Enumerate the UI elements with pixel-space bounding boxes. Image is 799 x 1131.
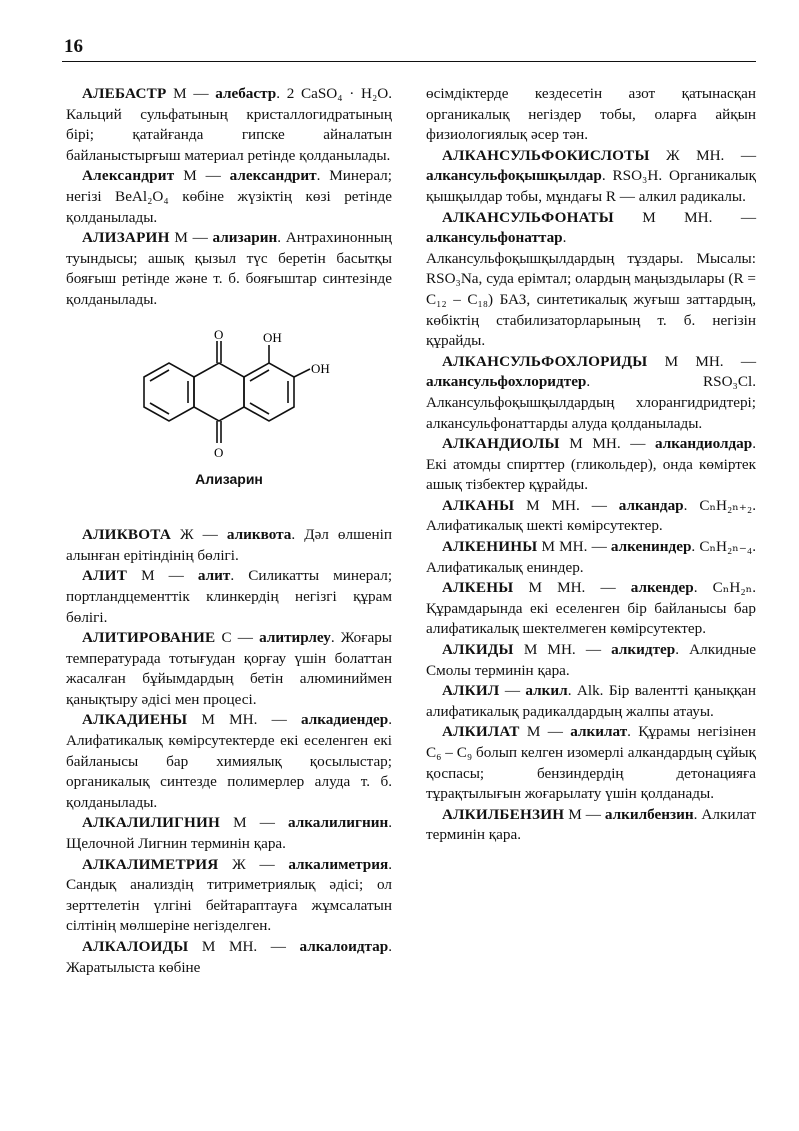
entry-translation: алитирлеу: [259, 629, 331, 647]
o-bottom-label: O: [214, 444, 224, 460]
entry-definition: Құрамы негізінен C₆ – C₉ болып келген изомерлі алкандардың сұйық қоспасы; бензиндердің детонацияға тұрақтылығын жоғарылату үшін қолданады.: [426, 723, 756, 803]
oh-right-bond: [294, 369, 310, 377]
entry-definition: Жоғары температурада тотығудан қорғау үшін болаттан жасалған бұйымдардың бетін алюминиймен қанықтыру әдісі мен процесі.: [66, 629, 392, 708]
entry-gender: Ж: [232, 855, 246, 873]
entry-definition: Алкидные Смолы терминін қара.: [426, 641, 757, 679]
entry-gender: М МН.: [201, 711, 258, 729]
entry-translation: алкалиметрия: [288, 855, 389, 873]
entry-definition: Щелочной Лигнин терминін қара.: [66, 835, 286, 853]
dictionary-entry: АЛИТИРОВАНИЕ С — алитирлеу. Жоғары температурада тотығудан қорғау үшін болаттан жасалған бұйымдардың бетін алюминиймен қанықтыру әдісі мен процесі.: [66, 629, 392, 708]
entry-gender: М: [568, 805, 582, 823]
entry-translation: алкансульфоқышқылдар: [426, 167, 602, 185]
entry-translation: алкендер: [630, 579, 694, 597]
entry-headword: АЛКАЛИЛИГНИН: [82, 814, 221, 832]
oh-top-label: OH: [263, 329, 282, 345]
entry-definition: Екі атомды спирттер (гликольдер), онда көміртек ашық тізбектер құрайды.: [426, 455, 756, 494]
entry-gender: М МН.: [201, 938, 258, 955]
dictionary-entry: АЛЕБАСТР М — алебастр. 2 CaSO₄ · H₂O. Кальций сульфатының кристаллогидратының бірі; қатайғанда гипске айналатын байланыстырғыш материал ретінде қолданылады.: [66, 85, 393, 164]
entry-definition: Дәл өлшеніп алынған ерітіндінің бөлігі.: [66, 526, 392, 564]
entry-translation: алкилбензин: [604, 805, 694, 823]
dictionary-entry: АЛКАНСУЛЬФОХЛОРИДЫ М МН. — алкансульфохлоридтер. RSO₃Cl. Алкансульфоқышқылдардың хлорангидридтері; алкансульфонаттарды алуда қолданылады.: [426, 352, 757, 432]
alizarin-structure-diagram: [124, 325, 334, 465]
entry-translation: ализарин: [212, 229, 278, 247]
entry-translation: алкадиендер: [301, 711, 389, 729]
entry-definition: Минерал; негізі BeAl₂O₄ көбіне жүзіктің көзі ретінде қолданылады.: [66, 167, 392, 226]
entry-headword: АЛКЕНИНЫ: [442, 538, 538, 556]
entry-gender: М: [526, 723, 541, 741]
entry-translation: алебастр: [215, 85, 277, 102]
entry-definition: Алкансульфоқышқылдардың тұздары. Мысалы: RSO₃Na, суда ерімтал; олардың маңыздылары (R = C₁₂ – C₁₈) БАЗ, синтетикалық жуғыш заттардың, көбіктің стабилизаторларының т. б. негізін құрайды.: [426, 249, 756, 350]
entry-definition: CₙH₂ₙ₋₄. Алифатикалық ениндер.: [426, 538, 756, 576]
entry-gender: Ж МН.: [666, 146, 725, 164]
dictionary-entry: АЛКИЛАТ М — алкилат. Құрамы негізінен C₆ – C₉ болып келген изомерлі алкандардың сұйық қоспасы; бензиндердің детонацияға тұрақтылығын жоғарылату үшін қолданады.: [426, 723, 756, 803]
entry-translation: александрит: [229, 167, 317, 185]
dictionary-entry: АЛКАНСУЛЬФОКИСЛОТЫ Ж МН. — алкансульфоқышқылдар. RSO₃H. Органикалық қышқылдар тобы, мұндағы R — алкил радикалы.: [426, 146, 756, 205]
entry-headword: АЛИТИРОВАНИЕ: [82, 629, 216, 647]
entry-headword: АЛКАЛИМЕТРИЯ: [82, 855, 219, 873]
entry-definition: RSO₃H. Органикалық қышқылдар тобы, мұндағы R — алкил радикалы.: [426, 167, 756, 205]
dictionary-entry: АЛКАДИЕНЫ М МН. — алкадиендер. Алифатикалық көмірсутектерде екі еселенген екі байланысы бар химиялық қосылыстар; органикалық синтезде полимерлер алуда т. б. қолданылады.: [66, 711, 392, 811]
entry-translation: алкениндер: [610, 538, 692, 556]
dictionary-entry: АЛКАЛИМЕТРИЯ Ж — алкалиметрия. Сандық анализдің титриметриялық әдісі; ол зерттелетін үлгіні бейтараптауға жұмсалатын сілтінің мөлшеріне негізделген.: [66, 855, 393, 935]
quinone-ring: [194, 363, 244, 421]
entry-headword: АЛКИЛ: [442, 682, 500, 700]
entry-translation: алкансульфохлоридтер: [426, 373, 587, 391]
entry-gender: М МН.: [526, 496, 580, 514]
entry-gender: Ж: [180, 526, 194, 544]
entry-definition: Alk. Бір валентті қаныққан алифатикалық радикалдардың жалпы атауы.: [426, 682, 757, 720]
dictionary-entry: АЛКАНСУЛЬФОНАТЫ М МН. — алкансульфонаттар. Алкансульфоқышқылдардың тұздары. Мысалы: RSO₃Na, суда ерімтал; олардың маңыздылары (R = C₁₂ – C₁₈) БАЗ, синтетикалық жуғыш заттардың, көбіктің стабилизаторларының т. б. негізін құрайды.: [426, 208, 757, 350]
entry-definition: Алифатикалық көмірсутектерде екі еселенген екі байланысы бар химиялық қосылыстар; органикалық синтезде полимерлер алуда т. б. қолданылады.: [66, 732, 392, 811]
dictionary-entry: АЛКИДЫ М МН. — алкидтер. Алкидные Смолы терминін қара.: [426, 641, 757, 679]
entry-headword: АЛКАНЫ: [442, 496, 515, 514]
entry-gender: М: [183, 167, 197, 185]
right-benzene-ring: [244, 363, 294, 421]
right-column: [426, 84, 756, 846]
entry-gender: М МН.: [569, 435, 621, 453]
entry-headword: АЛКИЛАТ: [442, 723, 520, 741]
entry-gender: М МН.: [541, 538, 588, 556]
dictionary-entry: АЛКАНДИОЛЫ М МН. — алкандиолдар. Екі атомды спирттер (гликольдер), онда көміртек ашық тізбектер құрайды.: [426, 435, 757, 494]
left-column: [66, 84, 392, 978]
entry-gender: М: [173, 85, 187, 102]
dictionary-entry: Александрит М — александрит. Минерал; негізі BeAl₂O₄ көбіне жүзіктің көзі ретінде қолданылады.: [66, 167, 392, 226]
dictionary-entry: АЛКАЛИЛИГНИН М — алкалилигнин. Щелочной Лигнин терминін қара.: [66, 814, 392, 853]
dictionary-entry: АЛКАНЫ М МН. — алкандар. CₙH₂ₙ₊₂. Алифатикалық шекті көмірсутектер.: [426, 496, 756, 535]
entry-translation: алкандар: [618, 496, 684, 514]
left-benzene-ring: [144, 363, 194, 421]
entry-headword: АЛКАЛОИДЫ: [82, 938, 189, 955]
dictionary-entry: АЛИТ М — алит. Силикатты минерал; портландцементтік клинкердің негізгі құрам бөлігі.: [66, 567, 393, 626]
entry-definition: CₙH₂ₙ. Құрамдарында екі еселенген бір байланысы бар алифатикалық шектелмеген көмірсутектер.: [426, 579, 756, 638]
entry-headword: АЛИТ: [82, 567, 128, 585]
dictionary-entry: АЛИЗАРИН М — ализарин. Антрахинонның туындысы; ашық қызыл түс беретін басытқы бояғыш ретінде және т. б. бояғыштар синтезінде қолданылады.: [66, 229, 393, 308]
entry-definition: CₙH₂ₙ₊₂. Алифатикалық шекті көмірсутектер.: [426, 496, 756, 535]
entry-headword: АЛКЕНЫ: [442, 579, 514, 597]
entry-translation: алкалилигнин: [288, 814, 389, 832]
entry-headword: АЛКАНСУЛЬФОКИСЛОТЫ: [442, 146, 650, 164]
entry-gender: М МН.: [528, 579, 586, 597]
entry-headword: АЛКАНСУЛЬФОНАТЫ: [442, 208, 614, 226]
entry-headword: АЛКИДЫ: [442, 641, 514, 659]
entry-headword: АЛКАНДИОЛЫ: [442, 435, 560, 453]
entry-gender: М МН.: [664, 352, 724, 370]
entry-headword: АЛКАНСУЛЬФОХЛОРИДЫ: [442, 352, 648, 370]
entry-headword: АЛКАДИЕНЫ: [82, 711, 188, 729]
entry-definition: Сандық анализдің титриметриялық әдісі; ол зерттелетін үлгіні бейтараптауға жұмсалатын сілтінің мөлшеріне негізделген.: [66, 876, 392, 935]
entry-definition: Жаратылыста көбіне: [66, 958, 201, 976]
dictionary-entry: АЛКИЛБЕНЗИН М — алкилбензин. Алкилат терминін қара.: [426, 805, 757, 844]
entry-gender: М: [141, 567, 155, 585]
entry-headword: АЛИЗАРИН: [82, 229, 170, 247]
entry-gender: М МН.: [642, 208, 713, 226]
entry-definition: Силикатты минерал; портландцементтік клинкердің негізгі құрам бөлігі.: [66, 567, 393, 626]
dictionary-entry: АЛИКВОТА Ж — аликвота. Дәл өлшеніп алынған ерітіндінің бөлігі.: [66, 526, 392, 564]
entry-translation: алкидтер: [611, 641, 676, 659]
entry-translation: алкилат: [570, 723, 628, 741]
entry-definition: өсімдіктерде кездесетін азот қатынасқан органикалық негіздер тобы, оларға айқын физиологиялық әсер тән.: [426, 85, 756, 144]
entry-translation: аликвота: [226, 526, 292, 544]
dictionary-entry: АЛКЕНИНЫ М МН. — алкениндер. CₙH₂ₙ₋₄. Алифатикалық ениндер.: [426, 538, 756, 576]
entry-headword: Александрит: [82, 167, 175, 185]
entry-translation: алит: [197, 567, 231, 585]
header-rule: [62, 61, 756, 62]
page-number: 16: [64, 36, 83, 57]
dictionary-entry: [426, 84, 756, 146]
oh-right-label: OH: [311, 360, 330, 376]
entry-definition: 2 CaSO₄ · H₂O. Кальций сульфатының кристаллогидратының бірі; қатайғанда гипске айналатын байланыстырғыш материал ретінде қолданылады.: [66, 85, 393, 164]
entry-definition: Антрахинонның туындысы; ашық қызыл түс беретін басытқы бояғыш ретінде және т. б. бояғыштар синтезінде қолданылады.: [66, 229, 393, 308]
entry-headword: АЛИКВОТА: [82, 526, 171, 544]
entry-translation: алкалоидтар: [299, 938, 389, 955]
entry-translation: алкансульфонаттар: [426, 229, 563, 247]
alizarin-structure-figure: [66, 325, 392, 465]
figure-caption: Ализарин: [195, 470, 263, 487]
entry-gender: С: [221, 629, 232, 647]
entry-headword: АЛКИЛБЕНЗИН: [442, 805, 565, 823]
dictionary-entry: АЛКИЛ — алкил. Alk. Бір валентті қаныққан алифатикалық радикалдардың жалпы атауы.: [426, 682, 757, 720]
dictionary-entry: АЛКЕНЫ М МН. — алкендер. CₙH₂ₙ. Құрамдарында екі еселенген бір байланысы бар алифатикалық шектелмеген көмірсутектер.: [426, 579, 756, 638]
entry-gender: М: [174, 229, 188, 247]
entry-definition: Алкилат терминін қара.: [426, 805, 757, 844]
entry-gender: М: [233, 814, 247, 832]
entry-headword: АЛЕБАСТР: [82, 85, 167, 102]
dictionary-entry: АЛКАЛОИДЫ М МН. — алкалоидтар. Жаратылыста көбіне: [66, 938, 392, 976]
entry-translation: алкандиолдар: [655, 435, 753, 453]
o-top-label: O: [214, 326, 224, 342]
entry-translation: алкил: [525, 682, 568, 700]
entry-definition: RSO₃Cl. Алкансульфоқышқылдардың хлорангидридтері; алкансульфонаттарды алуда қолданылады.: [426, 373, 756, 432]
entry-gender: М МН.: [523, 641, 576, 659]
